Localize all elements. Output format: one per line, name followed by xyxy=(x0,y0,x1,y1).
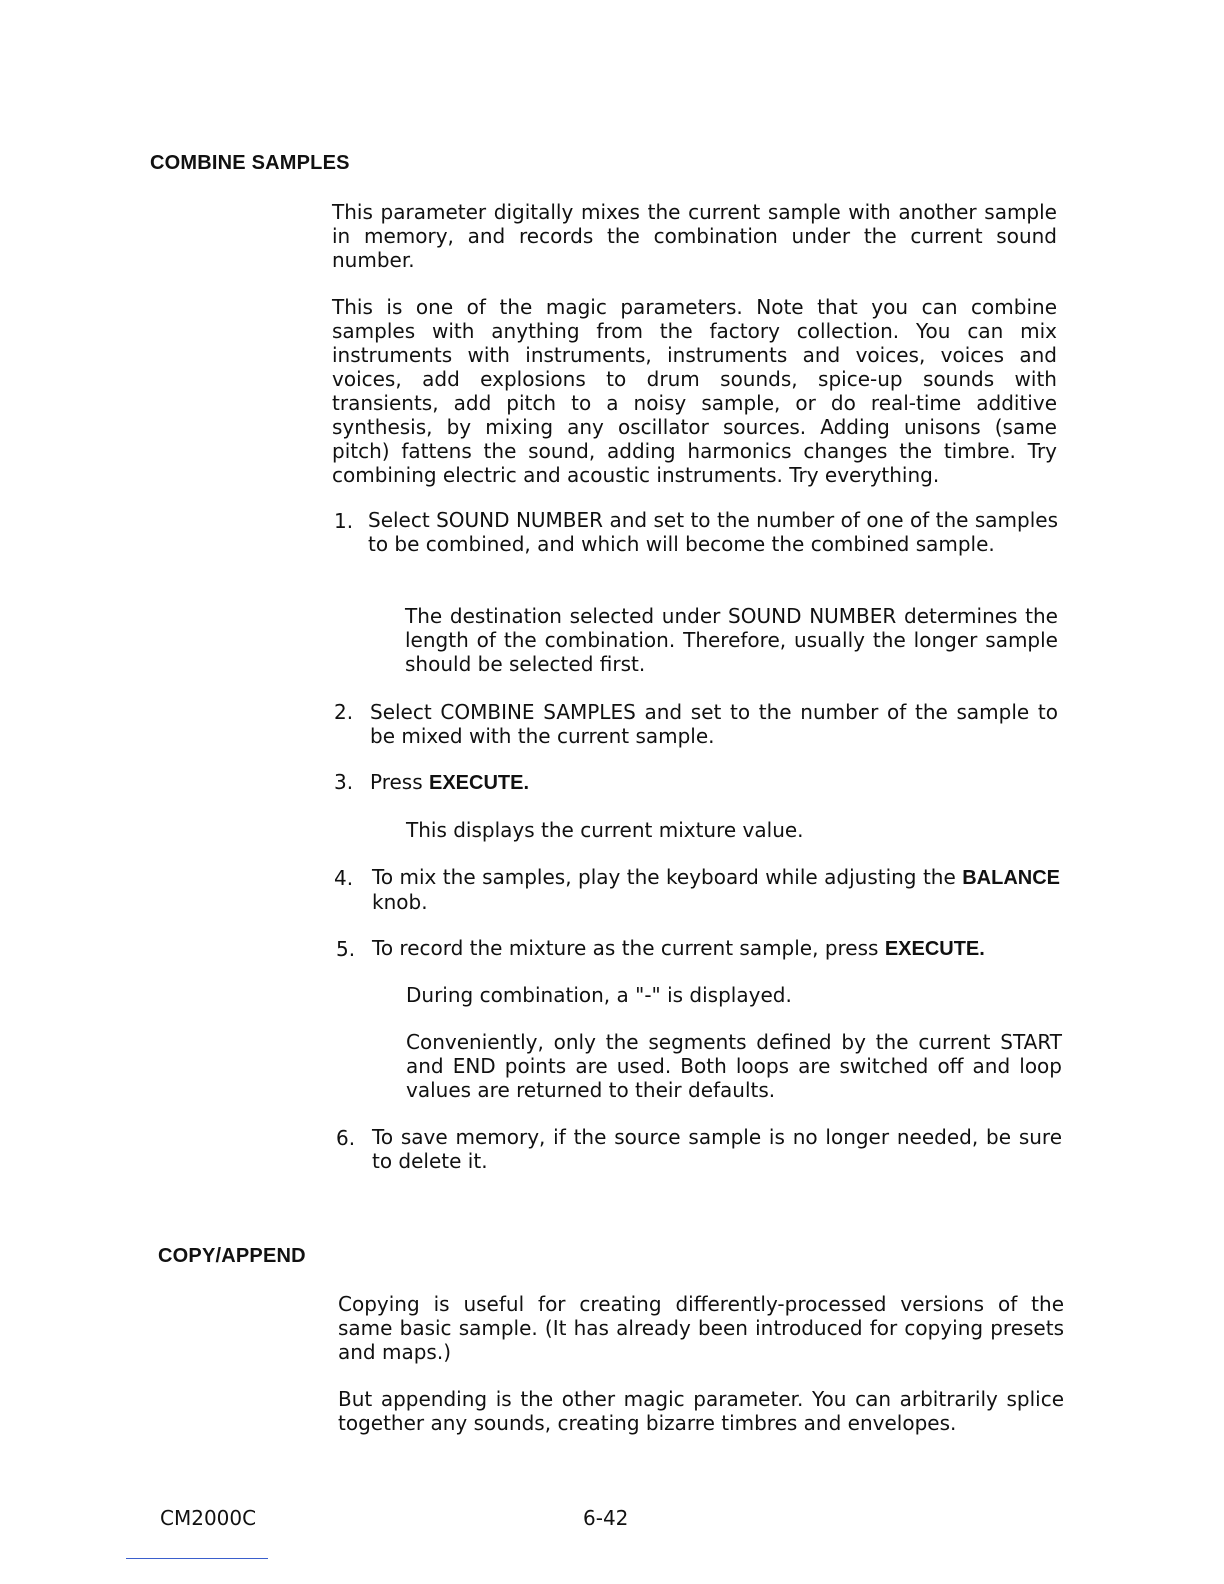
footer-document-id: CM2000C xyxy=(160,1506,257,1530)
step-3-pre: Press xyxy=(370,770,429,794)
step-number-4: 4. xyxy=(334,866,354,890)
paragraph-combine-intro: This parameter digitally mixes the current sample with another sample in memory, and records the combination under the current sound number. xyxy=(332,200,1057,272)
step-number-6: 6. xyxy=(336,1126,356,1150)
footer-page-number: 6-42 xyxy=(583,1506,629,1530)
step-number-1: 1. xyxy=(334,509,354,533)
step-2-text: Select COMBINE SAMPLES and set to the number of the sample to be mixed with the current sample. xyxy=(370,700,1058,748)
step-5-pre: To record the mixture as the current sample, press xyxy=(372,936,885,960)
step-3-note: This displays the current mixture value. xyxy=(406,818,804,842)
step-3-text xyxy=(370,770,1058,795)
step-4-text xyxy=(372,865,1060,914)
step-4-pre: To mix the samples, play the keyboard while adjusting the xyxy=(372,865,963,889)
step-4-post: knob. xyxy=(372,890,428,914)
step-5-text xyxy=(372,936,1062,961)
step-5-note-display: During combination, a "-" is displayed. xyxy=(406,983,792,1007)
step-1-note: The destination selected under SOUND NUMBER determines the length of the combination. Therefore, usually the longer sample should be selected first. xyxy=(405,604,1058,676)
footer-rule xyxy=(126,1558,268,1559)
paragraph-appending: But appending is the other magic parameter. You can arbitrarily splice together any sounds, creating bizarre timbres and envelopes. xyxy=(338,1387,1064,1435)
step-number-5: 5. xyxy=(336,937,356,961)
step-5-note-segments: Conveniently, only the segments defined by the current START and END points are used. Both loops are switched off and loop values are returned to their defaults. xyxy=(406,1030,1062,1102)
execute-key-label: EXECUTE. xyxy=(429,772,530,794)
section-heading-copy-append: COPY/APPEND xyxy=(158,1245,306,1267)
balance-knob-label: BALANCE xyxy=(962,867,1060,889)
paragraph-magic-parameters: This is one of the magic parameters. Note that you can combine samples with anything from the factory collection. You can mix instruments with instruments, instruments and voices, voices and voices, add explosions to drum sounds, spice-up sounds with transients, add pitch to a noisy sample, or do real-time additive synthesis, by mixing any oscillator sources. Adding unisons (same pitch) fattens the sound, adding harmonics changes the timbre. Try combining electric and acoustic instruments. Try everything. xyxy=(332,295,1057,487)
step-6-text: To save memory, if the source sample is no longer needed, be sure to delete it. xyxy=(372,1125,1062,1173)
execute-key-label-2: EXECUTE. xyxy=(884,938,985,960)
step-1-text: Select SOUND NUMBER and set to the number of one of the samples to be combined, and which will become the combined sample. xyxy=(368,508,1058,556)
paragraph-copying: Copying is useful for creating differently-processed versions of the same basic sample. (It has already been introduced for copying presets and maps.) xyxy=(338,1292,1064,1364)
step-number-3: 3. xyxy=(334,770,354,794)
section-heading-combine-samples: COMBINE SAMPLES xyxy=(150,152,350,174)
step-number-2: 2. xyxy=(334,700,354,724)
